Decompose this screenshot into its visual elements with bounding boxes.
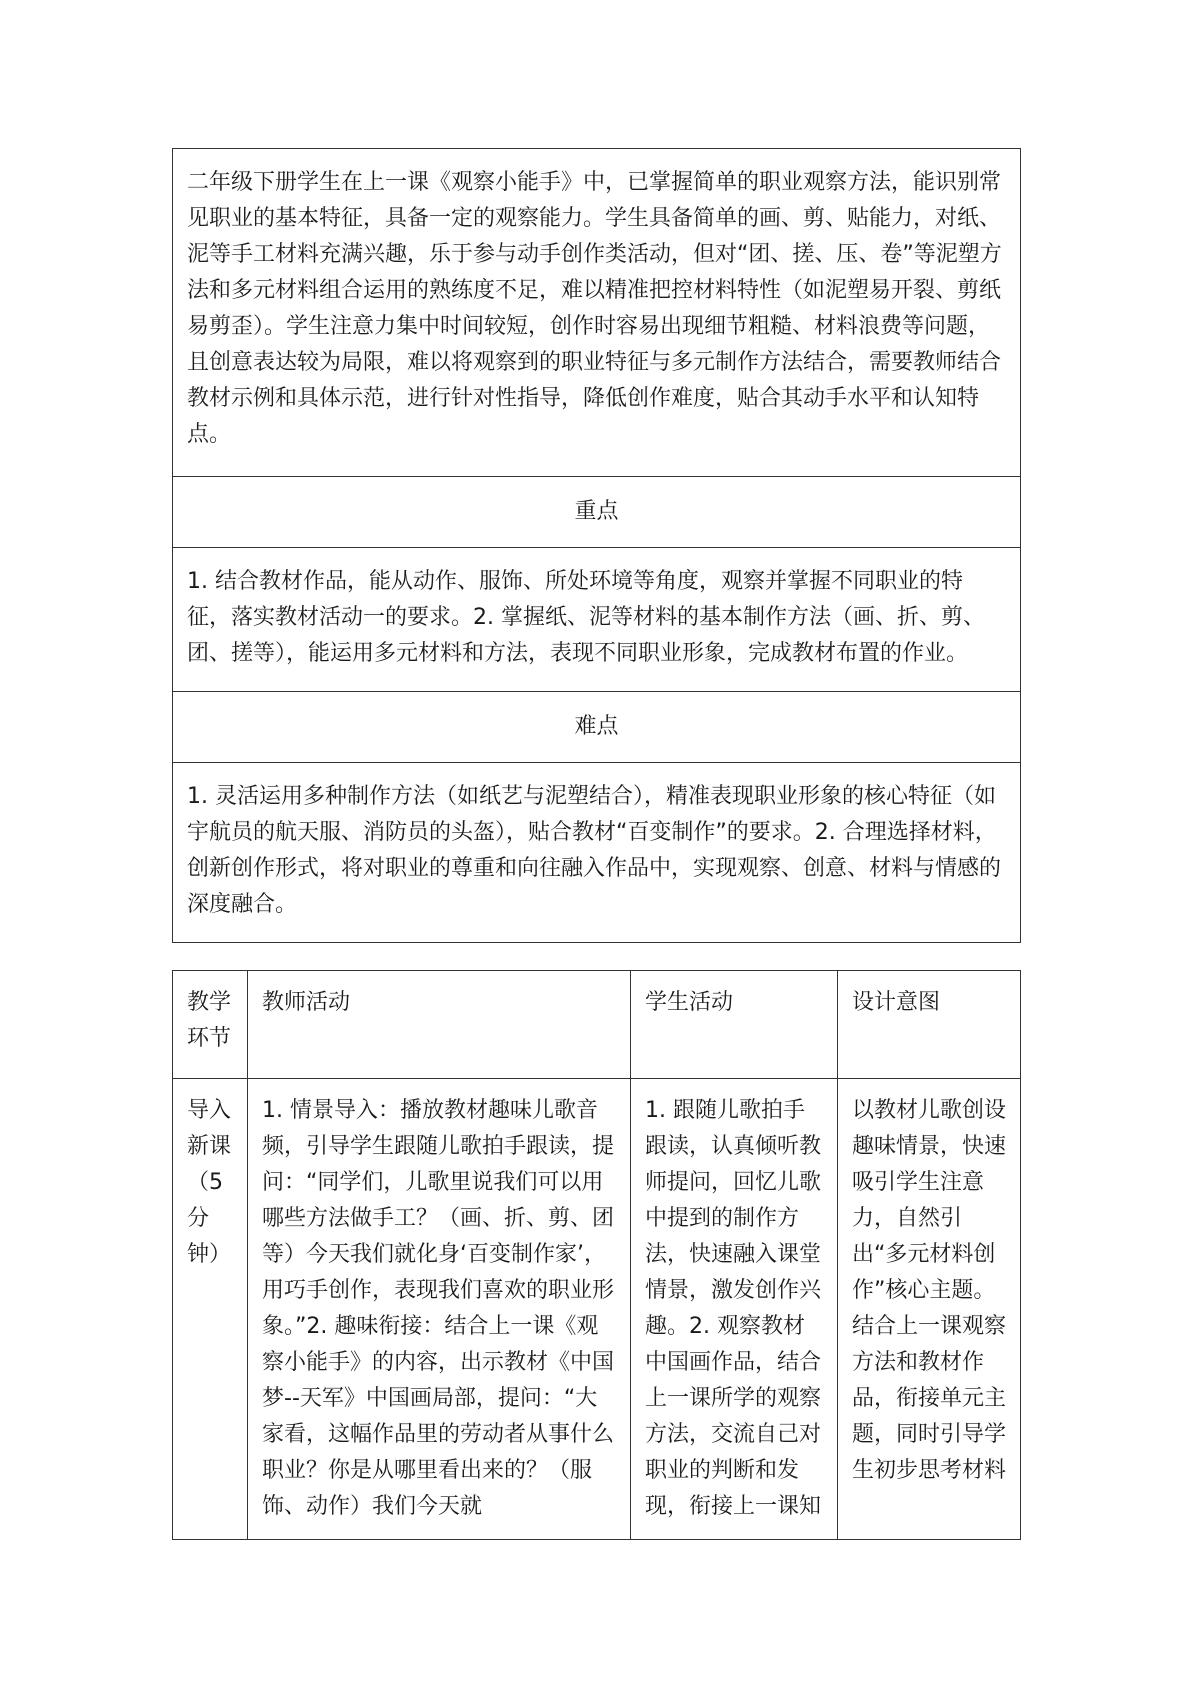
key-points-content-row [173,548,1021,692]
teaching-process-table [172,970,1021,1540]
cell-stage [173,1079,248,1540]
teacher-activity-text: 1. 情景导入：播放教材趣味儿歌音频，引导学生跟随儿歌拍手跟读，提问：“同学们，儿歌里说我们可以用哪些方法做手工？（画、折、剪、团等）今天我们就化身‘百变制作家’，用巧手创作，表现我们喜欢的职业形象。”2. 趣味衔接：结合上一课《观察小能手》的内容，出示教材《中国梦--天军》中国画局部，提问：“大家看，这幅作品里的劳动者从事什么职业？你是从哪里看出来的？（服饰、动作）我们今天就 [262,1098,615,1519]
cell-student-activity [631,1079,838,1540]
process-header-row [173,971,1021,1079]
cell-teacher-activity [248,1079,631,1540]
stage-text: 导入新课（5分钟） [187,1098,232,1267]
header-student-activity: 学生活动 [631,971,838,1079]
process-row-intro [173,1079,1021,1540]
key-points-content: 1. 结合教材作品，能从动作、服饰、所处环境等角度，观察并掌握不同职业的特征，落实教材活动一的要求。2. 掌握纸、泥等材料的基本制作方法（画、折、剪、团、搓等），能运用多元材料和方法，表现不同职业形象，完成教材布置的作业。 [173,548,1021,692]
header-design-intent: 设计意图 [838,971,1021,1079]
student-activity-text: 1. 跟随儿歌拍手跟读，认真倾听教师提问，回忆儿歌中提到的制作方法，快速融入课堂情景，激发创作兴趣。2. 观察教材中国画作品，结合上一课所学的观察方法，交流自己对职业的判断和发现，衔接上一课知 [645,1098,822,1519]
cell-design-intent [838,1079,1021,1540]
header-teacher-activity: 教师活动 [248,971,631,1079]
learner-analysis-table [172,148,1021,943]
key-points-heading-row [173,477,1021,548]
learner-analysis-row [173,149,1021,477]
difficulties-content-row [173,763,1021,943]
difficulties-heading: 难点 [173,692,1021,763]
key-points-heading: 重点 [173,477,1021,548]
header-stage: 教学环节 [173,971,248,1079]
difficulties-content: 1. 灵活运用多种制作方法（如纸艺与泥塑结合），精准表现职业形象的核心特征（如宇航员的航天服、消防员的头盔），贴合教材“百变制作”的要求。2. 合理选择材料，创新创作形式，将对职业的尊重和向往融入作品中，实现观察、创意、材料与情感的深度融合。 [173,763,1021,943]
difficulties-heading-row [173,692,1021,763]
learner-analysis-text: 二年级下册学生在上一课《观察小能手》中，已掌握简单的职业观察方法，能识别常见职业的基本特征，具备一定的观察能力。学生具备简单的画、剪、贴能力，对纸、泥等手工材料充满兴趣，乐于参与动手创作类活动，但对“团、搓、压、卷”等泥塑方法和多元材料组合运用的熟练度不足，难以精准把控材料特性（如泥塑易开裂、剪纸易剪歪）。学生注意力集中时间较短，创作时容易出现细节粗糙、材料浪费等问题，且创意表达较为局限，难以将观察到的职业特征与多元制作方法结合，需要教师结合教材示例和具体示范，进行针对性指导，降低创作难度，贴合其动手水平和认知特点。 [173,149,1021,477]
design-intent-text: 以教材儿歌创设趣味情景，快速吸引学生注意力，自然引出“多元材料创作”核心主题。结合上一课观察方法和教材作品，衔接单元主题，同时引导学生初步思考材料 [852,1098,1006,1483]
